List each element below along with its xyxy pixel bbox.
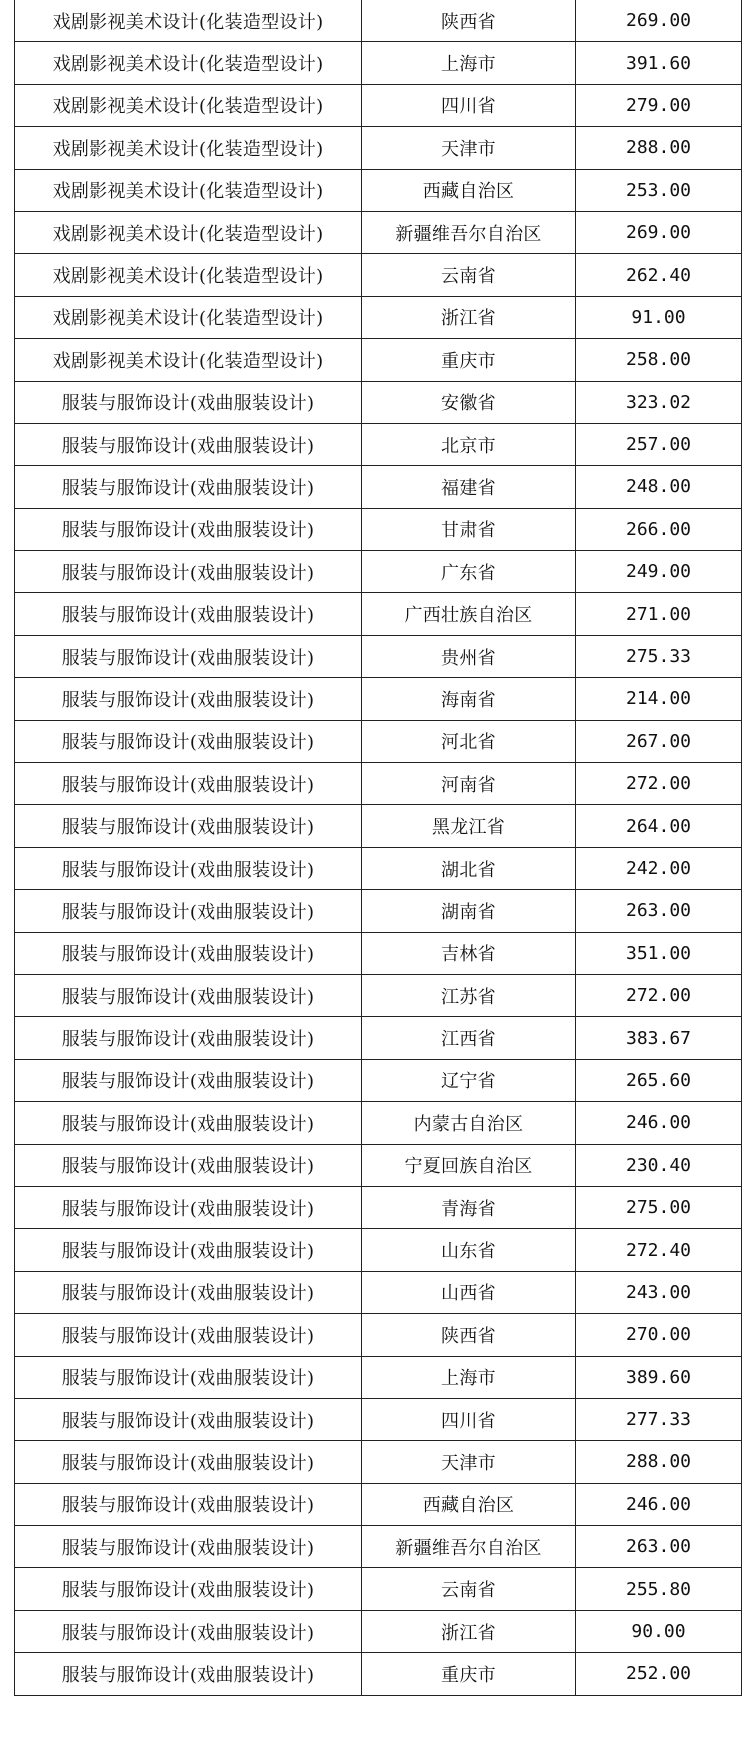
score-cell: 258.00 [576, 339, 742, 381]
province-cell: 山东省 [362, 1229, 576, 1271]
score-cell: 271.00 [576, 593, 742, 635]
major-cell: 服装与服饰设计(戏曲服装设计) [15, 932, 362, 974]
table-row [15, 1526, 742, 1568]
province-cell: 重庆市 [362, 1653, 576, 1695]
table-row [15, 1356, 742, 1398]
table-row [15, 84, 742, 126]
table-row [15, 1653, 742, 1695]
score-cell: 272.40 [576, 1229, 742, 1271]
major-cell: 服装与服饰设计(戏曲服装设计) [15, 1483, 362, 1525]
score-cell: 272.00 [576, 974, 742, 1016]
province-cell: 上海市 [362, 42, 576, 84]
major-cell: 服装与服饰设计(戏曲服装设计) [15, 1229, 362, 1271]
major-cell: 戏剧影视美术设计(化装造型设计) [15, 254, 362, 296]
major-cell: 服装与服饰设计(戏曲服装设计) [15, 1059, 362, 1101]
table-row [15, 1102, 742, 1144]
score-table-container [14, 0, 741, 1696]
score-cell: 264.00 [576, 805, 742, 847]
major-cell: 戏剧影视美术设计(化装造型设计) [15, 0, 362, 42]
table-row [15, 720, 742, 762]
table-row [15, 763, 742, 805]
table-row [15, 932, 742, 974]
score-cell: 288.00 [576, 127, 742, 169]
major-cell: 服装与服饰设计(戏曲服装设计) [15, 381, 362, 423]
score-cell: 252.00 [576, 1653, 742, 1695]
score-cell: 269.00 [576, 211, 742, 253]
major-cell: 服装与服饰设计(戏曲服装设计) [15, 1186, 362, 1228]
score-cell: 230.40 [576, 1144, 742, 1186]
major-cell: 戏剧影视美术设计(化装造型设计) [15, 42, 362, 84]
province-cell: 广西壮族自治区 [362, 593, 576, 635]
table-row [15, 339, 742, 381]
table-row [15, 1610, 742, 1652]
table-row [15, 42, 742, 84]
province-cell: 河北省 [362, 720, 576, 762]
table-row [15, 1229, 742, 1271]
province-cell: 天津市 [362, 127, 576, 169]
score-cell: 242.00 [576, 847, 742, 889]
table-row [15, 1568, 742, 1610]
province-cell: 云南省 [362, 254, 576, 296]
score-cell: 246.00 [576, 1102, 742, 1144]
score-cell: 263.00 [576, 1526, 742, 1568]
score-cell: 351.00 [576, 932, 742, 974]
province-cell: 江西省 [362, 1017, 576, 1059]
province-cell: 四川省 [362, 84, 576, 126]
major-cell: 戏剧影视美术设计(化装造型设计) [15, 127, 362, 169]
province-cell: 吉林省 [362, 932, 576, 974]
score-cell: 248.00 [576, 466, 742, 508]
score-cell: 275.33 [576, 635, 742, 677]
score-cell: 391.60 [576, 42, 742, 84]
province-cell: 西藏自治区 [362, 1483, 576, 1525]
table-row [15, 423, 742, 465]
major-cell: 服装与服饰设计(戏曲服装设计) [15, 1398, 362, 1440]
province-cell: 重庆市 [362, 339, 576, 381]
table-row [15, 0, 742, 42]
major-cell: 服装与服饰设计(戏曲服装设计) [15, 1610, 362, 1652]
major-cell: 服装与服饰设计(戏曲服装设计) [15, 1356, 362, 1398]
major-cell: 服装与服饰设计(戏曲服装设计) [15, 1017, 362, 1059]
province-cell: 黑龙江省 [362, 805, 576, 847]
table-row [15, 381, 742, 423]
score-cell: 90.00 [576, 1610, 742, 1652]
score-cell: 265.60 [576, 1059, 742, 1101]
province-cell: 江苏省 [362, 974, 576, 1016]
major-cell: 服装与服饰设计(戏曲服装设计) [15, 720, 362, 762]
province-cell: 天津市 [362, 1441, 576, 1483]
score-cell: 279.00 [576, 84, 742, 126]
score-cell: 389.60 [576, 1356, 742, 1398]
major-cell: 服装与服饰设计(戏曲服装设计) [15, 423, 362, 465]
table-row [15, 678, 742, 720]
major-cell: 服装与服饰设计(戏曲服装设计) [15, 508, 362, 550]
major-cell: 服装与服饰设计(戏曲服装设计) [15, 635, 362, 677]
major-cell: 服装与服饰设计(戏曲服装设计) [15, 1314, 362, 1356]
table-row [15, 1271, 742, 1313]
province-cell: 青海省 [362, 1186, 576, 1228]
major-cell: 戏剧影视美术设计(化装造型设计) [15, 296, 362, 338]
score-cell: 249.00 [576, 551, 742, 593]
major-cell: 戏剧影视美术设计(化装造型设计) [15, 211, 362, 253]
major-cell: 服装与服饰设计(戏曲服装设计) [15, 974, 362, 1016]
province-cell: 湖北省 [362, 847, 576, 889]
table-row [15, 296, 742, 338]
score-cell: 263.00 [576, 890, 742, 932]
major-cell: 服装与服饰设计(戏曲服装设计) [15, 678, 362, 720]
table-row [15, 635, 742, 677]
province-cell: 安徽省 [362, 381, 576, 423]
province-cell: 海南省 [362, 678, 576, 720]
table-row [15, 1441, 742, 1483]
province-cell: 新疆维吾尔自治区 [362, 1526, 576, 1568]
province-cell: 陕西省 [362, 0, 576, 42]
score-cell: 91.00 [576, 296, 742, 338]
score-cell: 262.40 [576, 254, 742, 296]
major-cell: 服装与服饰设计(戏曲服装设计) [15, 1441, 362, 1483]
score-cell: 257.00 [576, 423, 742, 465]
score-cell: 272.00 [576, 763, 742, 805]
major-cell: 服装与服饰设计(戏曲服装设计) [15, 847, 362, 889]
major-cell: 服装与服饰设计(戏曲服装设计) [15, 805, 362, 847]
table-row [15, 1398, 742, 1440]
score-cell: 214.00 [576, 678, 742, 720]
table-row [15, 593, 742, 635]
table-row [15, 508, 742, 550]
major-cell: 服装与服饰设计(戏曲服装设计) [15, 1653, 362, 1695]
table-row [15, 805, 742, 847]
table-row [15, 890, 742, 932]
major-cell: 服装与服饰设计(戏曲服装设计) [15, 1568, 362, 1610]
table-row [15, 847, 742, 889]
major-cell: 服装与服饰设计(戏曲服装设计) [15, 1144, 362, 1186]
major-cell: 戏剧影视美术设计(化装造型设计) [15, 339, 362, 381]
province-cell: 甘肃省 [362, 508, 576, 550]
major-cell: 服装与服饰设计(戏曲服装设计) [15, 466, 362, 508]
major-cell: 服装与服饰设计(戏曲服装设计) [15, 1102, 362, 1144]
major-cell: 服装与服饰设计(戏曲服装设计) [15, 763, 362, 805]
major-cell: 服装与服饰设计(戏曲服装设计) [15, 551, 362, 593]
table-body [15, 0, 742, 1695]
province-cell: 浙江省 [362, 296, 576, 338]
table-row [15, 1144, 742, 1186]
table-row [15, 127, 742, 169]
score-cell: 383.67 [576, 1017, 742, 1059]
score-cell: 288.00 [576, 1441, 742, 1483]
score-cell: 246.00 [576, 1483, 742, 1525]
score-cell: 277.33 [576, 1398, 742, 1440]
table-row [15, 1017, 742, 1059]
table-row [15, 169, 742, 211]
province-cell: 云南省 [362, 1568, 576, 1610]
province-cell: 陕西省 [362, 1314, 576, 1356]
score-cell: 270.00 [576, 1314, 742, 1356]
province-cell: 山西省 [362, 1271, 576, 1313]
major-cell: 戏剧影视美术设计(化装造型设计) [15, 169, 362, 211]
major-cell: 服装与服饰设计(戏曲服装设计) [15, 593, 362, 635]
province-cell: 四川省 [362, 1398, 576, 1440]
province-cell: 广东省 [362, 551, 576, 593]
table-row [15, 1314, 742, 1356]
province-cell: 上海市 [362, 1356, 576, 1398]
table-row [15, 974, 742, 1016]
major-cell: 戏剧影视美术设计(化装造型设计) [15, 84, 362, 126]
table-row [15, 466, 742, 508]
major-cell: 服装与服饰设计(戏曲服装设计) [15, 1271, 362, 1313]
province-cell: 北京市 [362, 423, 576, 465]
table-row [15, 254, 742, 296]
score-cell: 266.00 [576, 508, 742, 550]
score-cell: 275.00 [576, 1186, 742, 1228]
major-cell: 服装与服饰设计(戏曲服装设计) [15, 1526, 362, 1568]
province-cell: 内蒙古自治区 [362, 1102, 576, 1144]
province-cell: 浙江省 [362, 1610, 576, 1652]
table-row [15, 1059, 742, 1101]
score-cell: 323.02 [576, 381, 742, 423]
score-cell: 255.80 [576, 1568, 742, 1610]
table-row [15, 211, 742, 253]
score-cell: 253.00 [576, 169, 742, 211]
table-row [15, 1186, 742, 1228]
province-cell: 河南省 [362, 763, 576, 805]
province-cell: 贵州省 [362, 635, 576, 677]
score-cell: 267.00 [576, 720, 742, 762]
table-row [15, 551, 742, 593]
province-cell: 宁夏回族自治区 [362, 1144, 576, 1186]
province-cell: 辽宁省 [362, 1059, 576, 1101]
major-cell: 服装与服饰设计(戏曲服装设计) [15, 890, 362, 932]
province-cell: 西藏自治区 [362, 169, 576, 211]
score-cell: 243.00 [576, 1271, 742, 1313]
province-cell: 新疆维吾尔自治区 [362, 211, 576, 253]
table-row [15, 1483, 742, 1525]
score-cell: 269.00 [576, 0, 742, 42]
province-cell: 福建省 [362, 466, 576, 508]
admission-score-table [14, 0, 742, 1696]
province-cell: 湖南省 [362, 890, 576, 932]
